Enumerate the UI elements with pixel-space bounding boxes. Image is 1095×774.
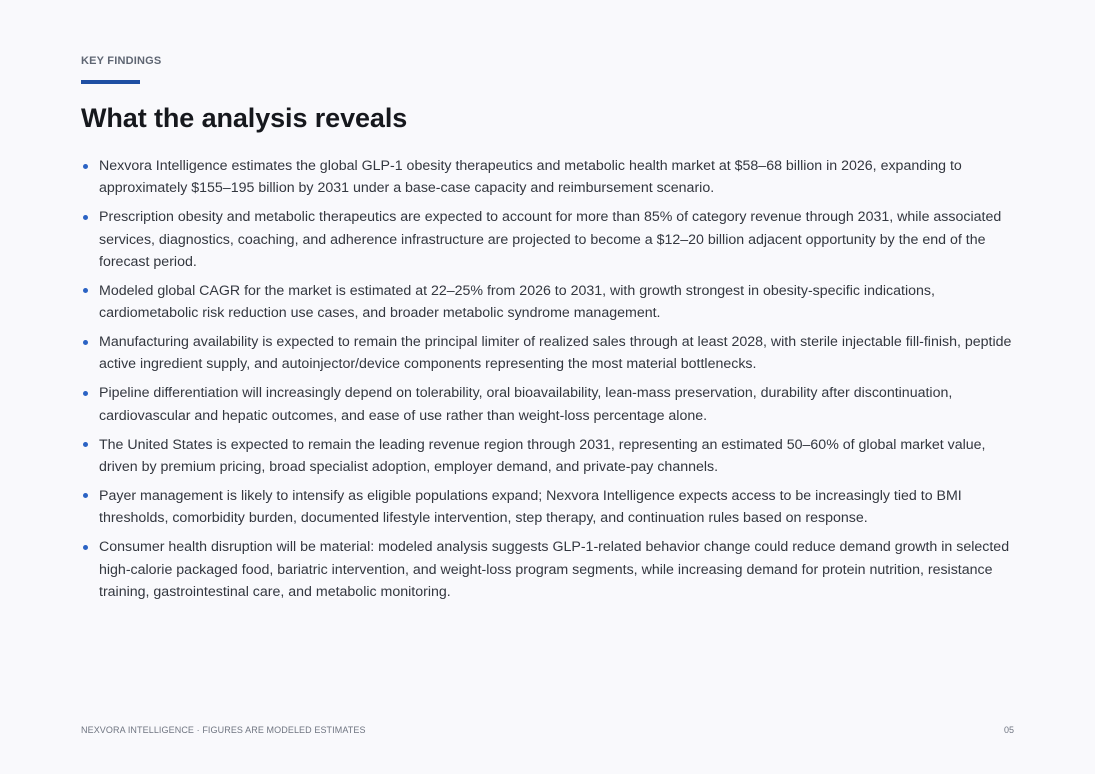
- finding-item: [81, 280, 1016, 325]
- finding-item: [81, 331, 1016, 376]
- bullet-icon: [83, 442, 88, 447]
- finding-text: Prescription obesity and metabolic therapeutics are expected to account for more than 85% of category revenue through 2031, while associated services, diagnostics, coaching, and adherence infrastructure are projected to become a $12–20 billion adjacent opportunity by the end of the forecast period.: [99, 209, 1002, 270]
- finding-text: The United States is expected to remain the leading revenue region through 2031, representing an estimated 50–60% of global market value, driven by premium pricing, broad specialist adoption, employer demand, and private-pay channels.: [99, 436, 986, 475]
- bullet-icon: [83, 493, 88, 498]
- section-label: KEY FINDINGS: [81, 55, 162, 67]
- finding-item: [81, 485, 1016, 530]
- page-number: 05: [1003, 725, 1014, 735]
- bullet-icon: [83, 545, 88, 550]
- finding-item: [81, 382, 1016, 427]
- finding-item: [81, 434, 1016, 479]
- findings-list: [81, 155, 1016, 610]
- page-title: What the analysis reveals: [81, 103, 408, 133]
- bullet-icon: [83, 391, 88, 396]
- accent-rule: [81, 80, 140, 84]
- bullet-icon: [83, 164, 88, 169]
- finding-text: Modeled global CAGR for the market is estimated at 22–25% from 2026 to 2031, with growth strongest in obesity-specific indications, cardiometabolic risk reduction use cases, and broader metabolic syndrome management.: [99, 282, 935, 322]
- finding-text: Manufacturing availability is expected to remain the principal limiter of realized sales through at least 2028, with sterile injectable fill-finish, peptide active ingredient supply, and autoinjector/device components representing the most material bottlenecks.: [99, 334, 1012, 373]
- finding-text: Consumer health disruption will be material: modeled analysis suggests GLP-1-related behavior change could reduce demand growth in selected high-calorie packaged food, bariatric intervention, and weight-loss program segments, while increasing demand for protein nutrition, resistance training, gastrointestinal care, and metabolic monitoring.: [99, 539, 1010, 600]
- finding-item: [81, 536, 1016, 603]
- bullet-icon: [83, 340, 88, 345]
- finding-text: Payer management is likely to intensify as eligible populations expand; Nexvora Intelligence expects access to be increasingly tied to BMI thresholds, comorbidity burden, documented lifestyle intervention, step therapy, and continuation rules based on response.: [99, 487, 962, 527]
- finding-text: Nexvora Intelligence estimates the global GLP-1 obesity therapeutics and metabolic health market at $58–68 billion in 2026, expanding to approximately $155–195 billion by 2031 under a base-case capacity and reimbursement scenario.: [99, 158, 962, 197]
- bullet-icon: [83, 215, 88, 220]
- finding-text: Pipeline differentiation will increasingly depend on tolerability, oral bioavailability, lean-mass preservation, durability after discontinuation, cardiovascular and hepatic outcomes, and ease of use rather than weight-loss percentage alone.: [99, 385, 953, 424]
- finding-item: [81, 206, 1016, 273]
- footer-source: NEXVORA INTELLIGENCE · FIGURES ARE MODELED ESTIMATES: [81, 725, 366, 735]
- finding-item: [81, 155, 1016, 200]
- bullet-icon: [83, 288, 88, 293]
